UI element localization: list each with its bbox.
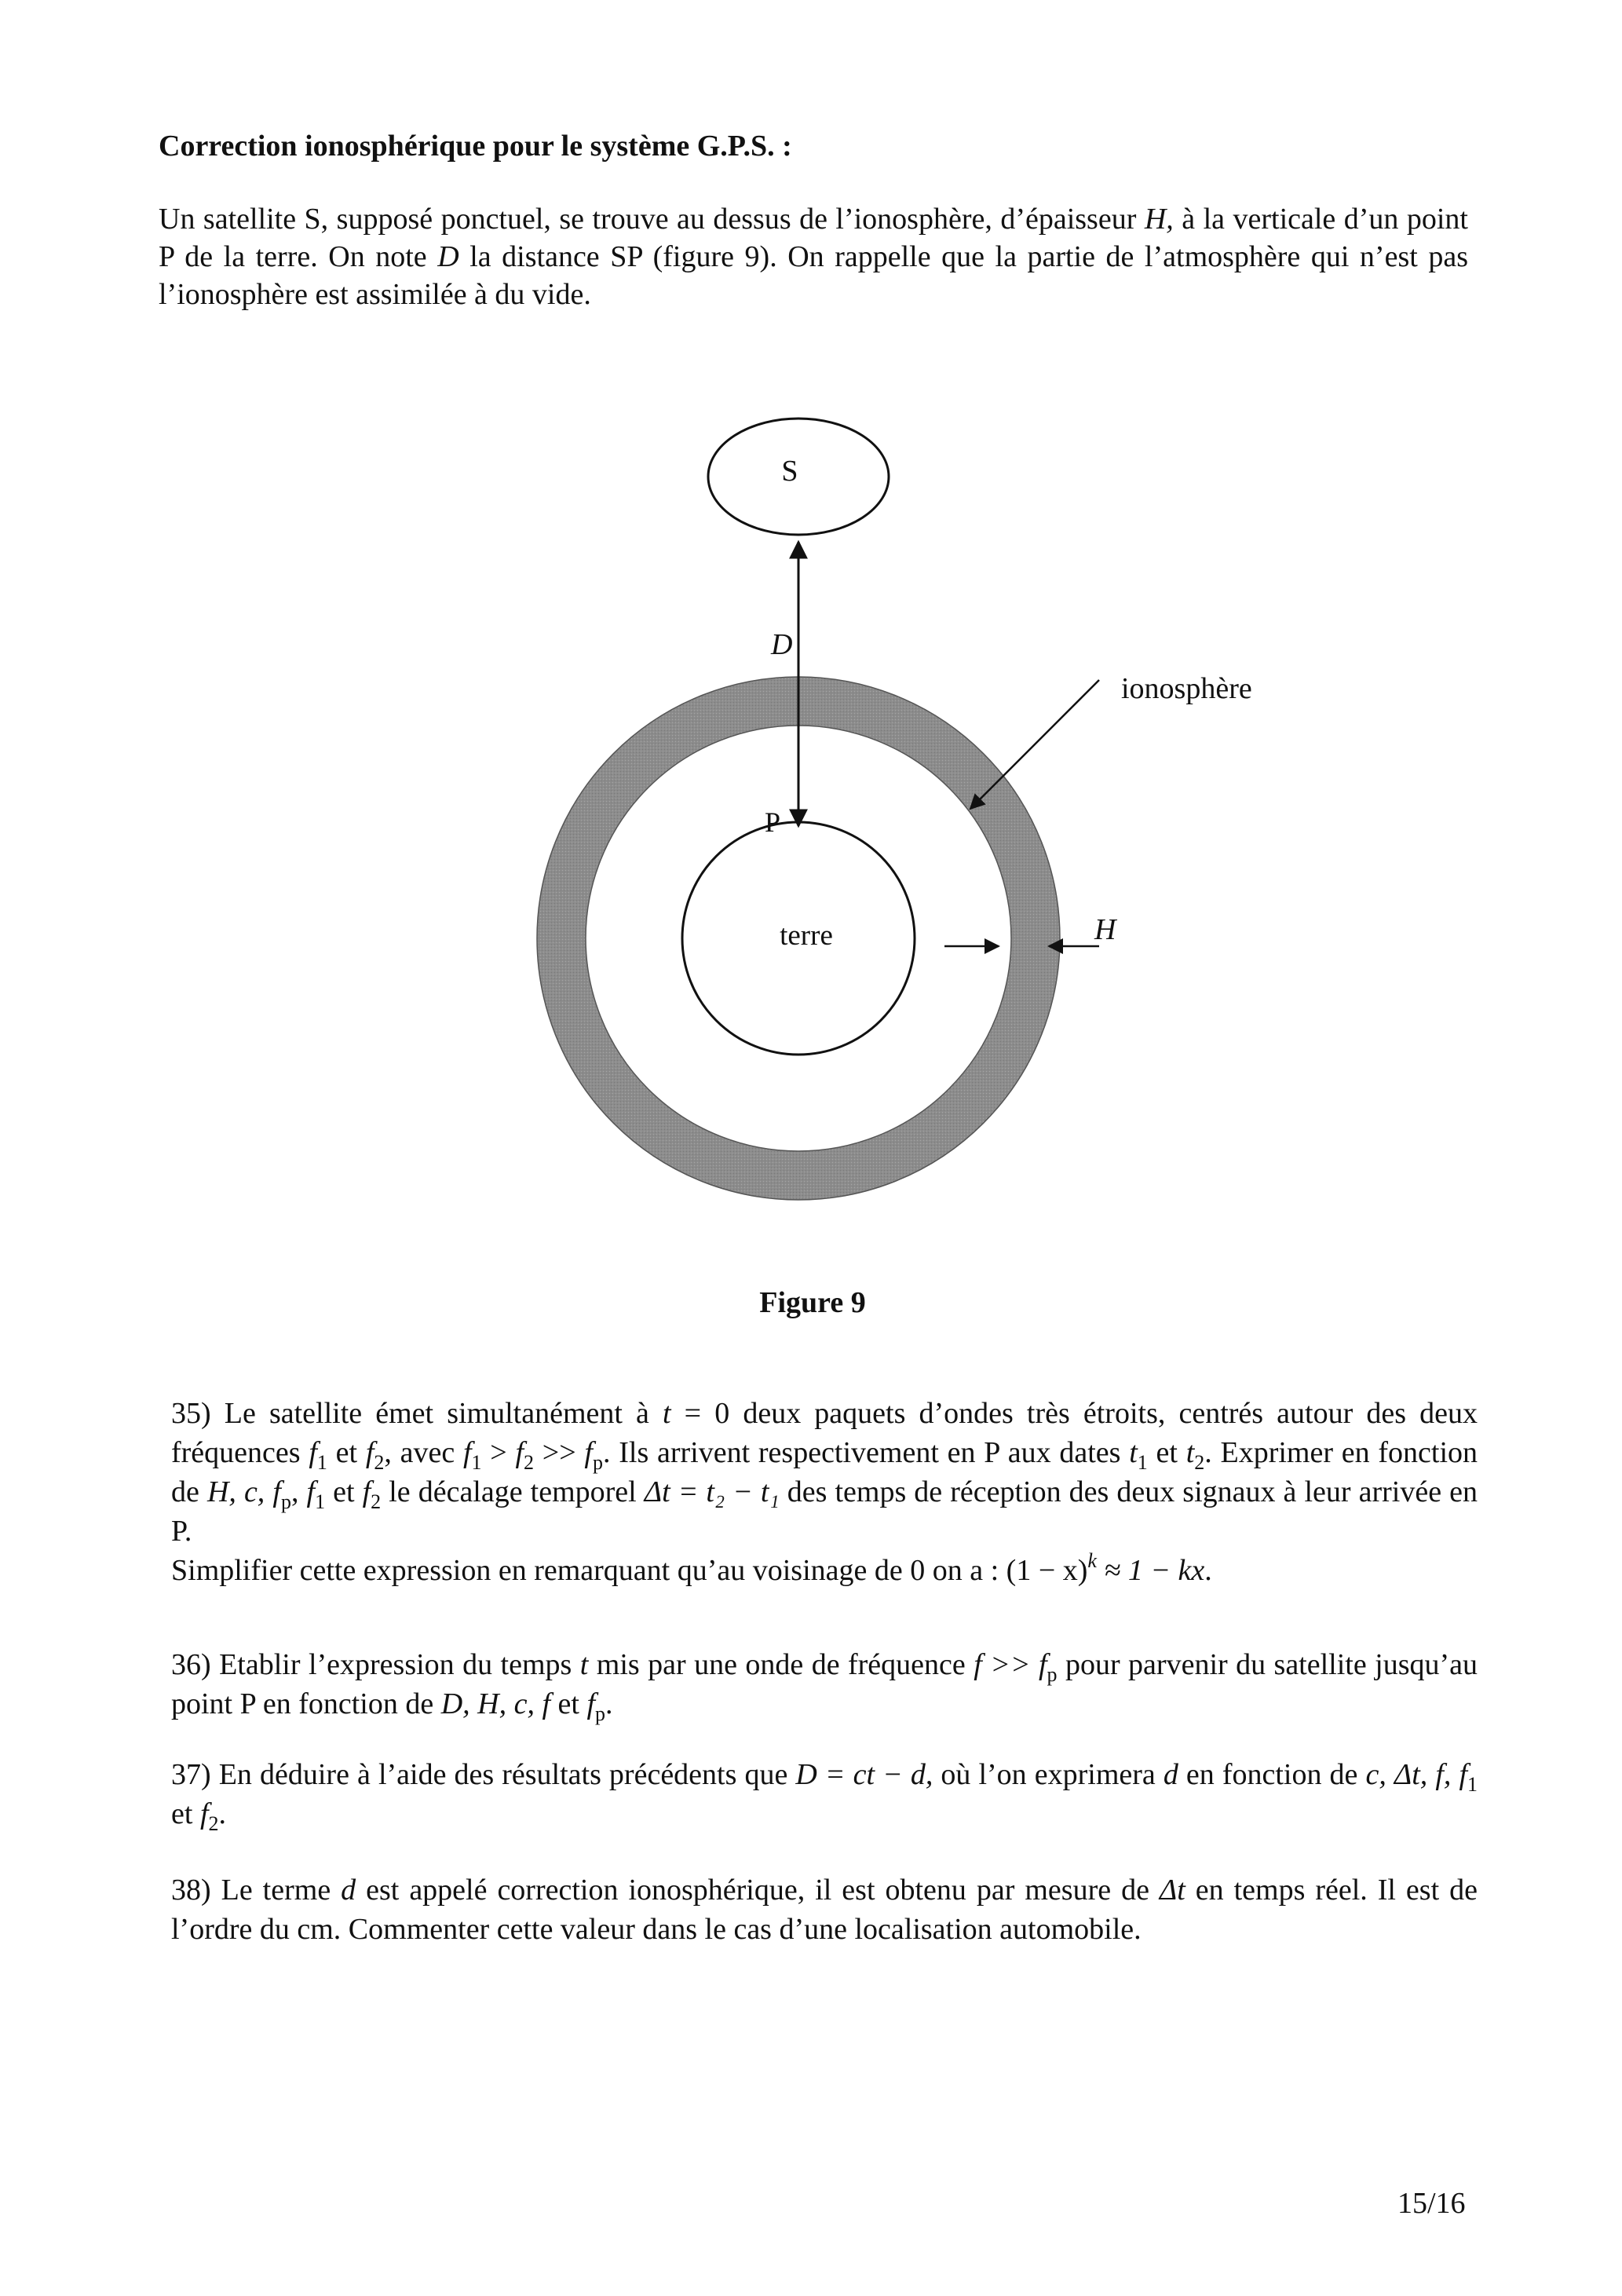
satellite-label: S (781, 455, 798, 488)
question-36: 36) Etablir l’expression du temps t mis par une onde de fréquence $f >> f_p$ pour parvenir du satellite jusqu’au point P en fonction de D, H, c, f et $f_p$. (171, 1648, 1478, 1725)
page-number: 15/16 (1397, 2187, 1466, 2220)
ionosphere-label: ionosphère (1121, 672, 1252, 705)
satellite-ellipse (708, 419, 889, 535)
earth-label: terre (780, 919, 833, 952)
thickness-label: H (1094, 913, 1116, 946)
intro-paragraph: Un satellite S, supposé ponctuel, se trouve au dessus de l’ionosphère, d’épaisseur H, à la verticale d’un point P de la terre. On note D la distance SP (figure 9). On rappelle que la partie de l’atmosphère qui n’est pas l’ionosphère est assimilée à du vide. (159, 203, 1468, 311)
distance-label: D (771, 628, 793, 661)
question-37: 37) En déduire à l’aide des résultats précédents que D = ct − d, où l’on exprimera d en fonction de c, Δt, f, $f_1$ et $f_2$. (171, 1758, 1478, 1835)
point-p-label: P (765, 806, 781, 838)
ionosphere-pointer-arrow (970, 680, 1099, 809)
figure-caption: Figure 9 (759, 1286, 866, 1319)
section-title: Correction ionosphérique pour le système G.P.S. : (159, 130, 792, 163)
question-35: 35) Le satellite émet simultanément à t = 0 deux paquets d’ondes très étroits, centrés autour des deux fréquences $f_1$ et $f_2$, avec $f_1 > f_2 >> f_p$. Ils arrivent respectivement en P aux dates $t_1$ et $t_2$. Exprimer en fonction de H, c, $f_p$, $f_1$ et $f_2$ le décalage temporel Δt = t₂ − t₁ des temps de réception des deux signaux à leur arrivée en P. Simplifier cette expression en remarquant qu’au voisinage de 0 on a : $(1 - x)^k \approx 1$ − kx. (171, 1397, 1478, 1587)
question-38: 38) Le terme d est appelé correction ionosphérique, il est obtenu par mesure de Δt en temps réel. Il est de l’ordre du cm. Commenter cette valeur dans le cas d’une localisation automobile. (171, 1874, 1478, 1946)
